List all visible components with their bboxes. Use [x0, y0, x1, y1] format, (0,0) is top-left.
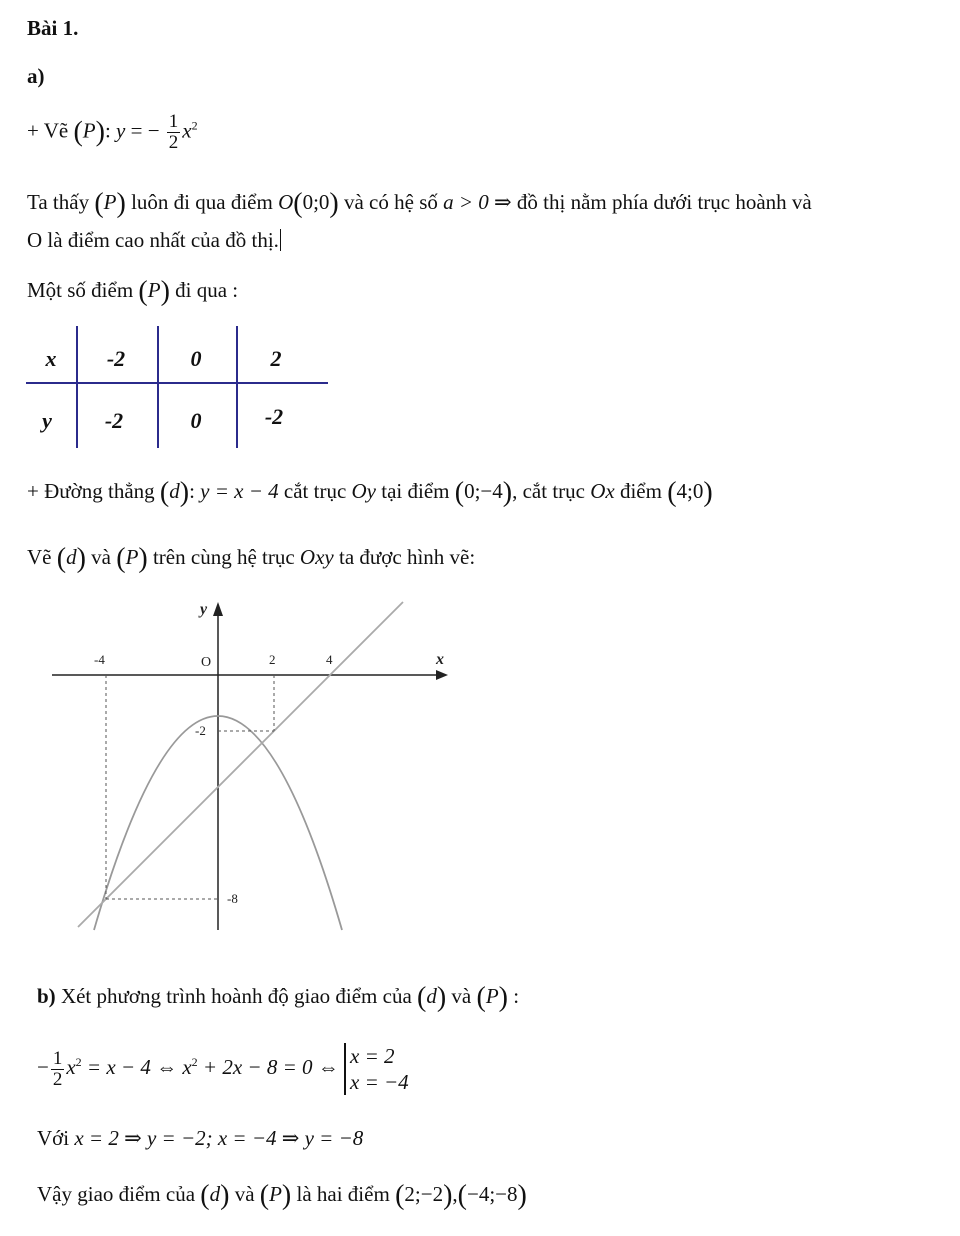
- line-d-description: + Đường thẳng (d): y = x − 4 cắt trục Oy tại điểm (0;−4), cắt trục Ox điểm (4;0): [27, 477, 713, 508]
- values-table: [26, 326, 328, 448]
- conclusion-line: Vậy giao điểm của (d) và (P) là hai điểm (2;−2),(−4;−8): [37, 1180, 527, 1211]
- axis-x-label: x: [436, 651, 444, 668]
- one-half-fraction: $\frac{1}{2}$: [168, 111, 179, 153]
- draw-both-line: Vẽ (d) và (P) trên cùng hệ trục Oxy ta được hình vẽ:: [27, 543, 476, 574]
- draw-prefix: + Vẽ: [27, 118, 69, 143]
- table-x-label: x: [45, 346, 57, 371]
- parabola-name: P: [82, 118, 96, 143]
- table-x-value: 2: [270, 346, 282, 371]
- x-tick-label: 4: [326, 652, 333, 667]
- x-var: x: [182, 118, 192, 143]
- coordinate-graph: [0, 590, 480, 940]
- substitution-line: Với x = 2 ⇒ y = −2; x = −4 ⇒ y = −8: [37, 1126, 364, 1150]
- text-cursor: [280, 229, 281, 251]
- table-y-value: 0: [190, 408, 202, 433]
- table-y-value: -2: [104, 408, 124, 433]
- x-tick-label: -4: [94, 652, 105, 667]
- table-x-value: -2: [106, 346, 126, 371]
- draw-parabola-line: + Vẽ (P): y = − $\frac{1}{2}$ $x^2$: [27, 111, 198, 153]
- solution-brace: x = 2 x = −4: [344, 1043, 409, 1095]
- table-x-value: 0: [190, 346, 202, 371]
- part-a-label: a): [27, 64, 45, 88]
- intersection-equation: − $\frac{1}{2}$ $x^2 = x - 4$ ⇔ $x^2 + 2x - 8 = 0$ ⇔ x = 2 x = −4: [37, 1044, 409, 1094]
- axis-y-label: y: [200, 601, 208, 618]
- parabola-description-line-1: Ta thấy (P) luôn đi qua điểm O(0;0) và có hệ số a > 0 ⇒ đồ thị nằm phía dưới trục hoành và: [27, 188, 812, 219]
- exercise-heading: Bài 1.: [27, 16, 79, 40]
- x-axis-arrow: [436, 670, 448, 680]
- equals-minus: = −: [130, 118, 160, 143]
- part-b-line: b) Xét phương trình hoành độ giao điểm của (d) và (P) :: [37, 982, 520, 1013]
- x-tick-label: 2: [269, 652, 276, 667]
- table-y-value: -2: [264, 404, 284, 429]
- table-y-label: y: [42, 408, 52, 433]
- origin-label: O: [201, 655, 212, 670]
- y-tick-label: -2: [195, 723, 206, 738]
- points-intro: Một số điểm (P) đi qua :: [27, 276, 239, 307]
- exponent: 2: [191, 118, 198, 133]
- y-tick-label: -8: [227, 891, 238, 906]
- y-var: y: [116, 118, 126, 143]
- parabola-description-line-2: O là điểm cao nhất của đồ thị.: [27, 228, 279, 252]
- y-axis-arrow: [213, 602, 223, 616]
- line-d: [78, 602, 403, 927]
